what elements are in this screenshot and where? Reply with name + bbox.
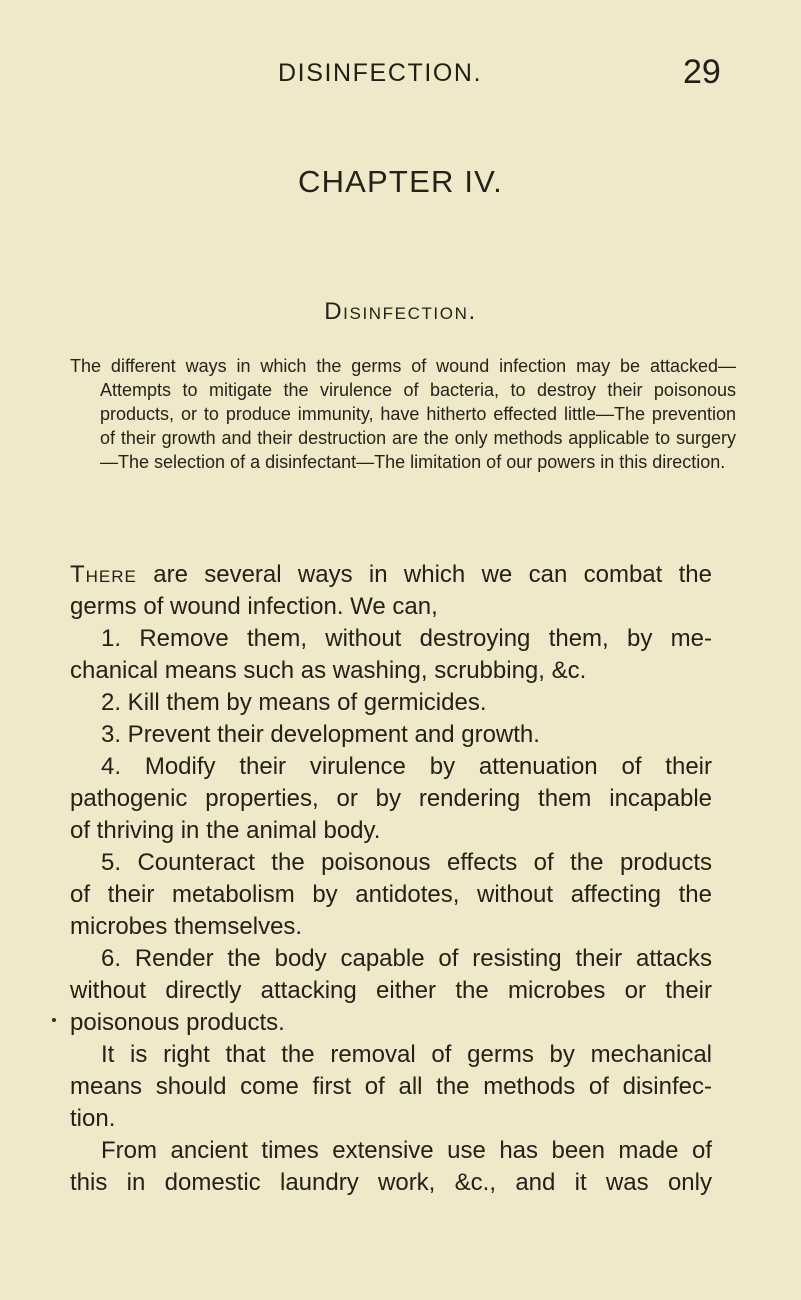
- list-item-2: 2. Kill them by means of germicides.: [101, 689, 487, 716]
- body-line: of their metabolism by antidotes, without affecting the: [70, 881, 712, 908]
- opening-word: There: [70, 561, 137, 588]
- body-line: of thriving in the animal body.: [70, 817, 381, 844]
- body-line: without directly attacking either the microbes or their: [70, 977, 712, 1004]
- list-item-5: 5. Counteract the poisonous effects of the products: [101, 849, 712, 876]
- body-line: pathogenic properties, or by rendering them incapable: [70, 785, 712, 812]
- list-item-1: 1. Remove them, without destroying them, by me-: [101, 625, 712, 652]
- list-item-4: 4. Modify their virulence by attenuation of their: [101, 753, 712, 780]
- body-line: this in domestic laundry work, &c., and it was only: [70, 1169, 712, 1196]
- paragraph-line: It is right that the removal of germs by mechanical: [101, 1041, 712, 1068]
- margin-dot: [52, 1018, 56, 1022]
- list-item-6: 6. Render the body capable of resisting their attacks: [101, 945, 712, 972]
- list-item-3: 3. Prevent their development and growth.: [101, 721, 540, 748]
- body-line: means should come first of all the methods of disinfec-: [70, 1073, 712, 1100]
- body-line: There are several ways in which we can combat the: [70, 561, 712, 588]
- paragraph-line: From ancient times extensive use has been made of: [101, 1137, 712, 1164]
- section-title: Disinfection.: [324, 298, 477, 325]
- body-line: microbes themselves.: [70, 913, 303, 940]
- page-number: 29: [683, 53, 721, 91]
- body-line: tion.: [70, 1105, 116, 1132]
- body-line: poisonous products.: [70, 1009, 285, 1036]
- running-header: [0, 53, 801, 92]
- body-text: [70, 559, 712, 1199]
- chapter-summary: The different ways in which the germs of wound infection may be attacked—Attempts to mitigate the virulence of bacteria, to destroy their poisonous products, or to produce immunity, have hitherto effected little—The prevention of their growth and their destruction are the only methods applicable to surgery—The selection of a disinfectant—The limitation of our powers in this direction.: [70, 356, 736, 472]
- running-title: DISINFECTION.: [278, 59, 483, 87]
- body-line: germs of wound infection. We can,: [70, 593, 438, 620]
- body-line: chanical means such as washing, scrubbing, &c.: [70, 657, 587, 684]
- chapter-title: CHAPTER IV.: [298, 164, 503, 199]
